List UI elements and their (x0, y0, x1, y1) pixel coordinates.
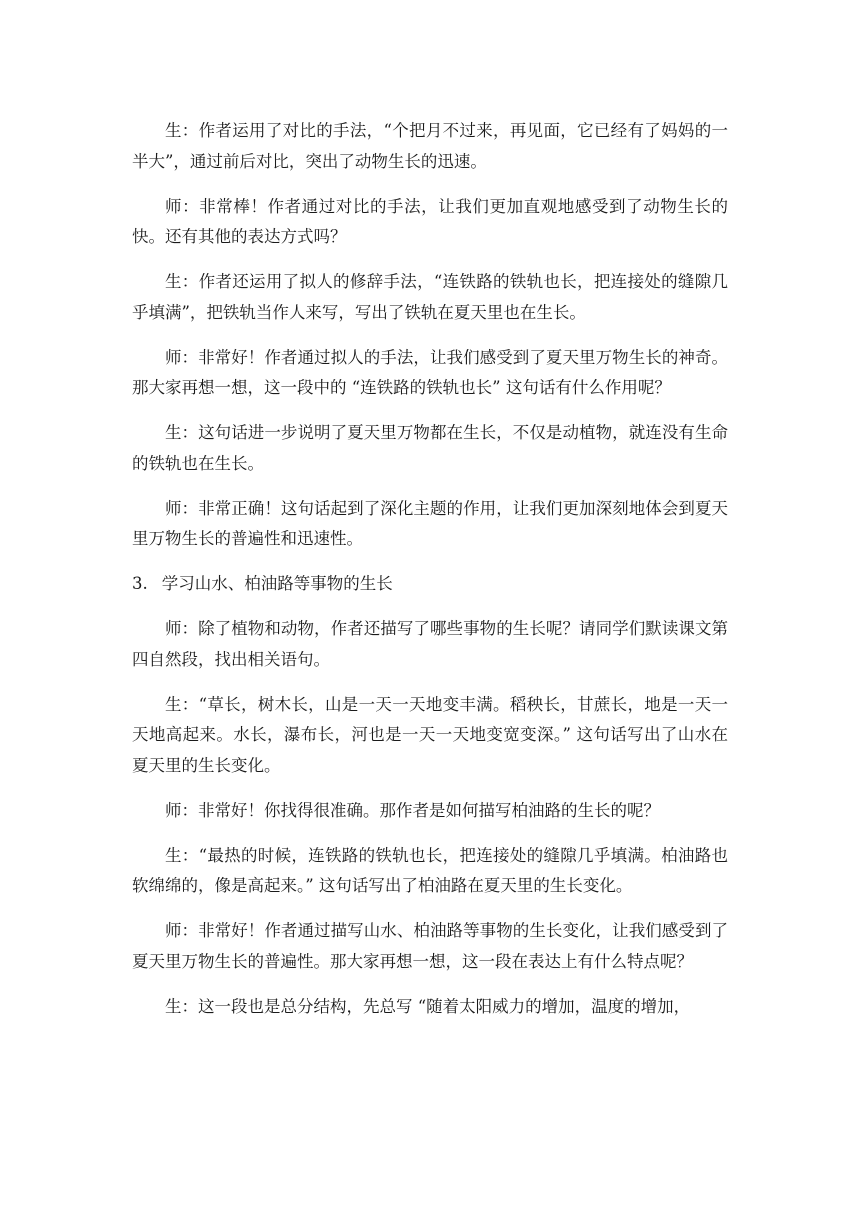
dialogue-paragraph: 生：作者运用了对比的手法，“个把月不过来，再见面，它已经有了妈妈的一半大”，通过前后对比，突出了动物生长的迅速。 (132, 121, 728, 171)
dialogue-paragraph: 生：作者还运用了拟人的修辞手法，“连铁路的铁轨也长，把连接处的缝隙几乎填满”，把铁轨当作人来写，写出了铁轨在夏天里也在生长。 (132, 272, 728, 322)
dialogue-paragraph: 生：“草长，树木长，山是一天一天地变丰满。稻秧长，甘蔗长，地是一天一天地高起来。水长，瀑布长，河也是一天一天地变宽变深。” 这句话写出了山水在夏天里的生长变化。 (132, 694, 728, 775)
dialogue-paragraph: 生：这一段也是总分结构，先总写 “随着太阳威力的增加，温度的增加， (165, 996, 691, 1016)
dialogue-paragraph: 师：非常正确！这句话起到了深化主题的作用，让我们更加深刻地体会到夏天里万物生长的普遍性和迅速性。 (132, 498, 728, 548)
section-number: 3. (132, 574, 148, 593)
dialogue-paragraph: 师：除了植物和动物，作者还描写了哪些事物的生长呢？请同学们默读课文第四自然段，找出相关语句。 (132, 619, 728, 669)
dialogue-paragraph: 生：“最热的时候，连铁路的铁轨也长，把连接处的缝隙几乎填满。柏油路也软绵绵的，像是高起来。” 这句话写出了柏油路在夏天里的生长变化。 (132, 845, 728, 895)
dialogue-paragraph: 师：非常好！作者通过拟人的手法，让我们感受到了夏天里万物生长的神奇。那大家再想一想，这一段中的 “连铁路的铁轨也长” 这句话有什么作用呢？ (132, 347, 728, 397)
section-heading (132, 569, 728, 600)
dialogue-paragraph: 师：非常好！你找得很准确。那作者是如何描写柏油路的生长的呢？ (165, 800, 660, 820)
document-body (132, 116, 728, 1037)
section-title: 学习山水、柏油路等事物的生长 (161, 574, 393, 593)
dialogue-paragraph: 生：这句话进一步说明了夏天里万物都在生长，不仅是动植物，就连没有生命的铁轨也在生长。 (132, 423, 728, 473)
dialogue-paragraph: 师：非常棒！作者通过对比的手法，让我们更加直观地感受到了动物生长的快。还有其他的表达方式吗？ (132, 196, 728, 246)
dialogue-paragraph: 师：非常好！作者通过描写山水、柏油路等事物的生长变化，让我们感受到了夏天里万物生长的普遍性。那大家再想一想，这一段在表达上有什么特点呢？ (132, 921, 728, 971)
